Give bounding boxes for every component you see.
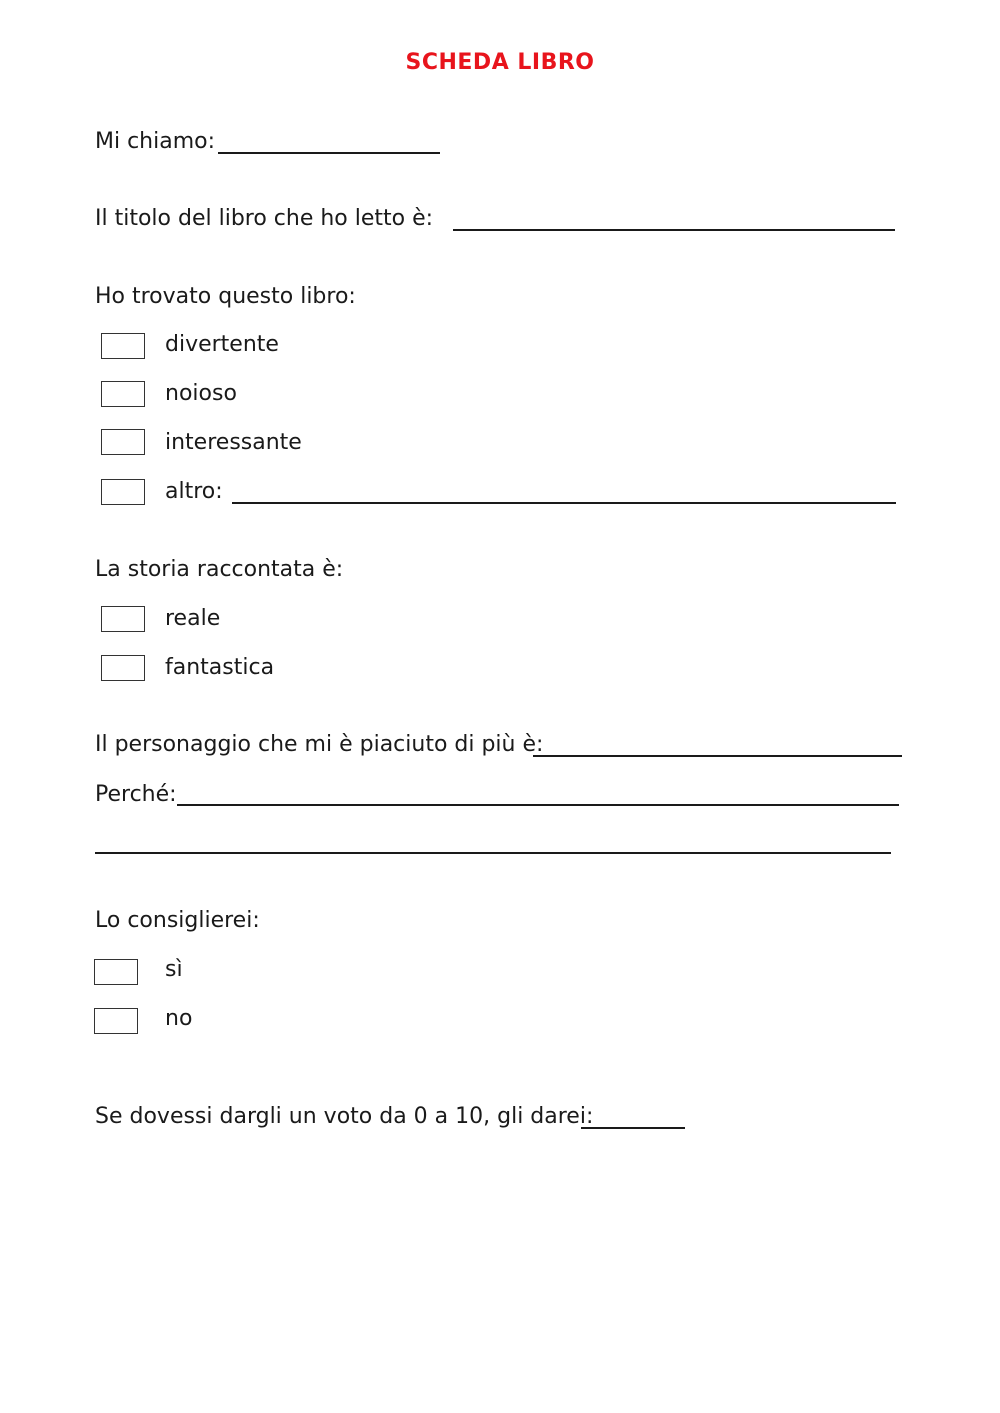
option-noioso: noioso <box>165 381 237 406</box>
name-field[interactable] <box>218 152 440 154</box>
name-label: Mi chiamo: <box>95 129 216 154</box>
book-title-field[interactable] <box>453 229 895 231</box>
story-label: La storia raccontata è: <box>95 557 344 582</box>
altro-field[interactable] <box>232 502 896 504</box>
option-fantastica: fantastica <box>165 655 275 680</box>
checkbox-no[interactable] <box>94 1008 138 1034</box>
book-title-label: Il titolo del libro che ho letto è: <box>95 206 434 231</box>
page-title: SCHEDA LIBRO <box>405 50 595 75</box>
why-label: Perché: <box>95 782 177 807</box>
option-reale: reale <box>165 606 221 631</box>
checkbox-altro[interactable] <box>101 479 145 505</box>
checkbox-reale[interactable] <box>101 606 145 632</box>
checkbox-fantastica[interactable] <box>101 655 145 681</box>
character-field[interactable] <box>533 755 902 757</box>
character-label: Il personaggio che mi è piaciuto di più è: <box>95 732 544 757</box>
checkbox-si[interactable] <box>94 959 138 985</box>
option-si: sì <box>165 957 183 982</box>
vote-field[interactable] <box>581 1127 685 1129</box>
option-no: no <box>165 1006 193 1031</box>
why-field-continued[interactable] <box>95 852 891 854</box>
recommend-label: Lo consiglierei: <box>95 908 260 933</box>
checkbox-noioso[interactable] <box>101 381 145 407</box>
found-label: Ho trovato questo libro: <box>95 284 356 309</box>
why-field[interactable] <box>177 804 899 806</box>
option-divertente: divertente <box>165 332 279 357</box>
checkbox-divertente[interactable] <box>101 333 145 359</box>
checkbox-interessante[interactable] <box>101 429 145 455</box>
option-interessante: interessante <box>165 430 302 455</box>
vote-label: Se dovessi dargli un voto da 0 a 10, gli darei: <box>95 1104 594 1129</box>
option-altro: altro: <box>165 479 223 504</box>
